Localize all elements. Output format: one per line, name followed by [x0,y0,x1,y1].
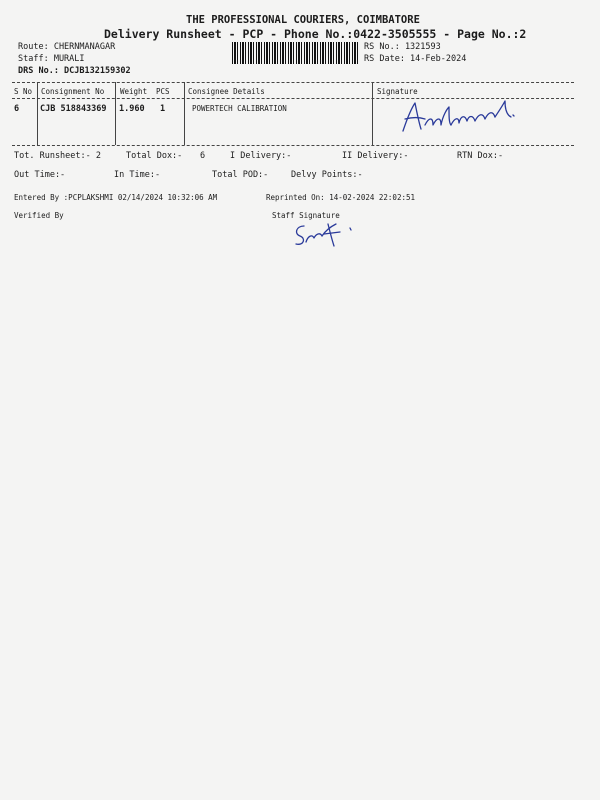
runsheet-subtitle: Delivery Runsheet - PCP - Phone No.:0422-3505555 - Page No.:2 [104,27,527,41]
table-bottom-rule [12,145,574,146]
header-signature: Signature [377,87,418,96]
total-pod: Total POD:- [212,170,269,180]
company-title: THE PROFESSIONAL COURIERS, COIMBATORE [186,14,420,26]
delvy-points: Delvy Points:- [291,170,363,180]
col-divider [37,82,38,145]
ii-delivery: II Delivery:- [342,151,409,161]
header-pcs: PCS [156,87,170,96]
table-top-rule [12,82,574,83]
col-divider [372,82,373,145]
rtn-dox: RTN Dox:- [457,151,504,161]
header-weight: Weight [120,87,148,96]
route-label: Route: CHERNMANAGAR [18,42,116,52]
row-weight: 1.960 [119,104,145,114]
row-consignee: POWERTECH CALIBRATION [192,104,287,113]
row-consignment: CJB 518843369 [40,104,107,114]
row-pcs: 1 [160,104,166,114]
row-sno: 6 [14,104,20,114]
i-delivery: I Delivery:- [230,151,292,161]
header-sno: S No [14,87,33,96]
verified-by: Verified By [14,211,64,220]
entered-by: Entered By :PCPLAKSHMI 02/14/2024 10:32:06 AM [14,193,218,202]
in-time: In Time:- [114,170,161,180]
drs-number: DRS No.: DCJB132159302 [18,66,131,76]
total-dox-value: 6 [200,151,206,161]
receiver-signature [395,95,535,140]
tot-runsheet: Tot. Runsheet:- 2 [14,151,101,161]
rs-number: RS No.: 1321593 [364,42,441,52]
col-divider [115,82,116,145]
header-consignee: Consignee Details [188,87,265,96]
reprinted-on: Reprinted On: 14-02-2024 22:02:51 [266,193,416,202]
staff-signature-label: Staff Signature [272,211,340,220]
header-consignment: Consignment No [41,87,105,96]
staff-label: Staff: MURALI [18,54,85,64]
col-divider [184,82,185,145]
rs-date: RS Date: 14-Feb-2024 [364,54,467,64]
barcode [232,42,358,64]
out-time: Out Time:- [14,170,66,180]
staff-signature [290,220,360,252]
total-dox-label: Total Dox:- [126,151,183,161]
